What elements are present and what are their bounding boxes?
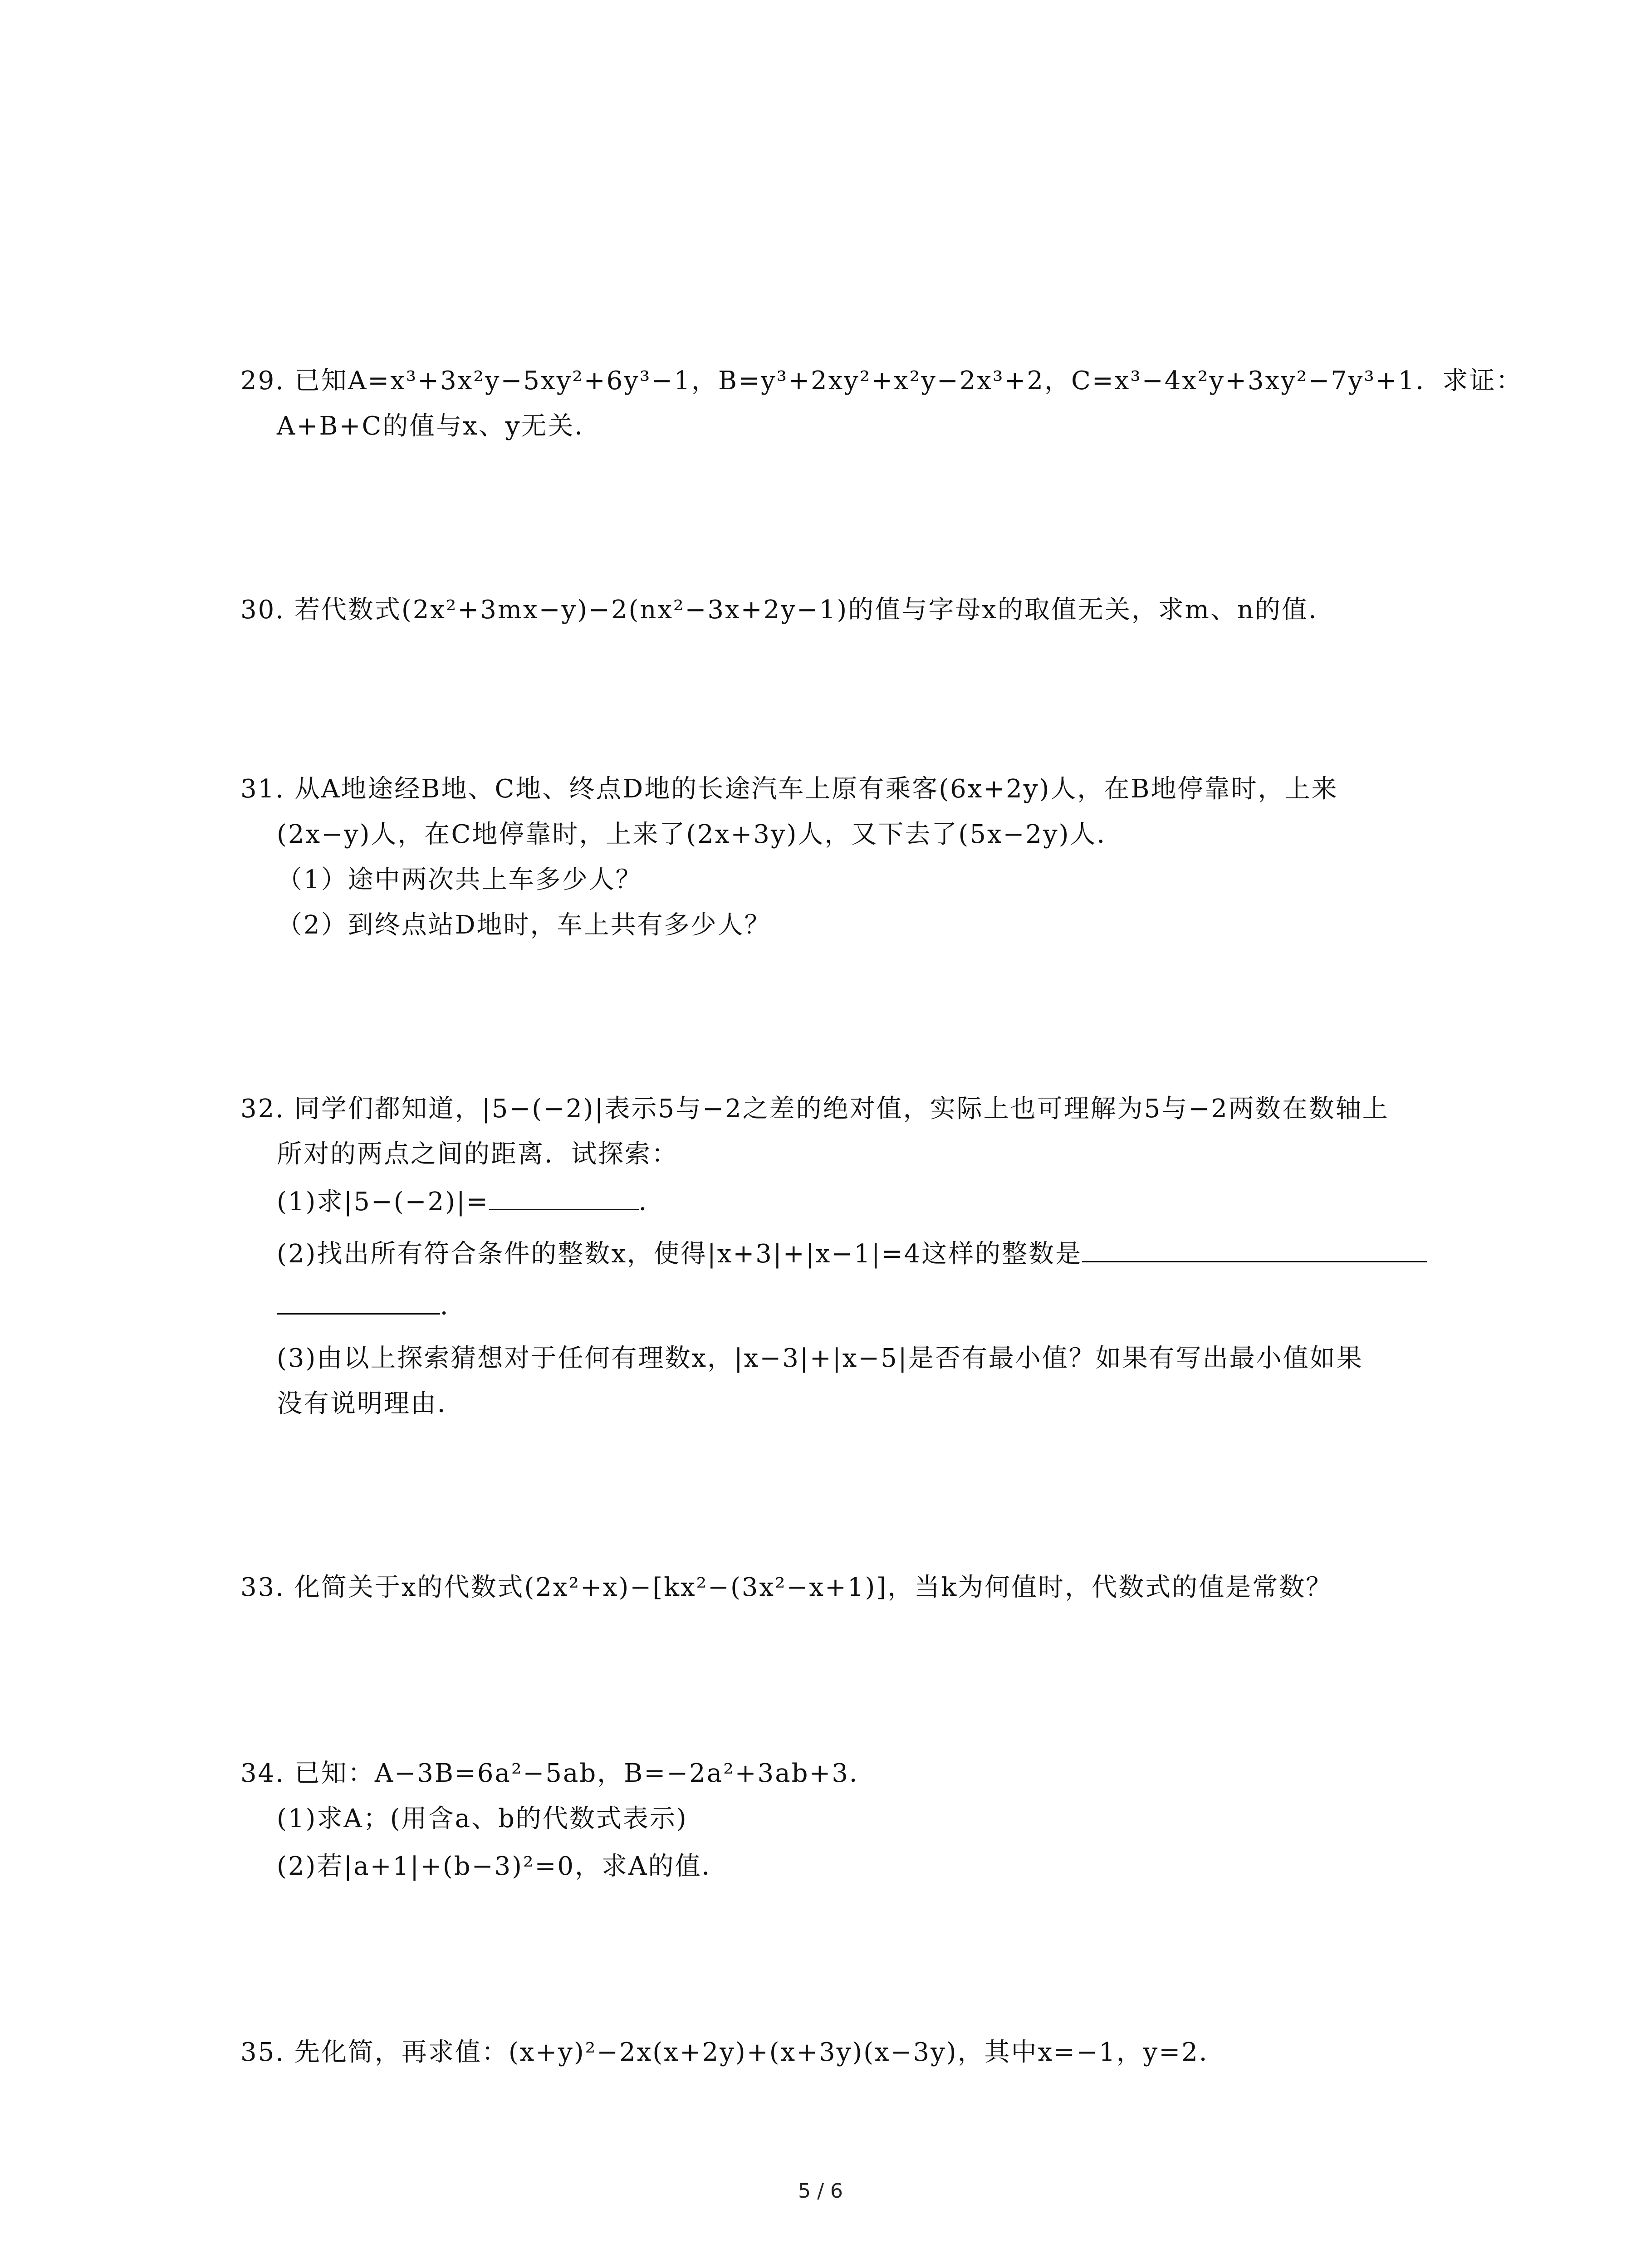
question-35-line-1: 35. 先化简，再求值：(x+y)²−2x(x+2y)+(x+3y)(x−3y)，其中x=−1，y=2． xyxy=(240,2038,1226,2067)
question-34-sub-1: (1)求A；(用含a、b的代数式表示) xyxy=(277,1804,688,1833)
question-32-sub-1-text: (1)求|5−(−2)|= xyxy=(277,1187,489,1217)
page-number: 5 / 6 xyxy=(798,2180,843,2203)
question-32-sub-2 xyxy=(277,1238,1427,1270)
question-31-sub-1: （1）途中两次共上车多少人？ xyxy=(277,865,642,894)
question-29-line-1: 29. 已知A=x³+3x²y−5xy²+6y³−1，B=y³+2xy²+x²y−2x³+2，C=x³−4x²y+3xy²−7y³+1．求证： xyxy=(240,366,1523,396)
question-31-line-2: (2x−y)人，在C地停靠时，上来了(2x+3y)人，又下去了(5x−2y)人． xyxy=(277,820,1124,849)
question-31-line-1: 31. 从A地途经B地、C地、终点D地的长途汽车上原有乘客(6x+2y)人，在B地停靠时，上来 xyxy=(240,774,1338,804)
answer-blank-2-continued[interactable] xyxy=(277,1291,440,1315)
question-30-line-1: 30. 若代数式(2x²+3mx−y)−2(nx²−3x+2y−1)的值与字母x的取值无关，求m、n的值． xyxy=(240,595,1335,625)
answer-blank-2[interactable] xyxy=(1082,1239,1427,1262)
question-32-line-2: 所对的两点之间的距离．试探索： xyxy=(277,1139,678,1169)
question-32-sub-1-end: ． xyxy=(638,1187,666,1217)
question-32-sub-3-line-2: 没有说明理由． xyxy=(277,1389,464,1418)
question-34-line-1: 34. 已知：A−3B=6a²−5ab，B=−2a²+3ab+3． xyxy=(240,1759,876,1788)
question-32-sub-1 xyxy=(277,1186,666,1218)
question-32-sub-2-text: (2)找出所有符合条件的整数x，使得|x+3|+|x−1|=4这样的整数是 xyxy=(277,1239,1083,1269)
question-29-line-2: A+B+C的值与x、y无关． xyxy=(277,411,602,441)
question-34-sub-2: (2)若|a+1|+(b−3)²=0，求A的值． xyxy=(277,1852,729,1881)
question-32-sub-2-continuation xyxy=(277,1290,467,1322)
question-32-sub-3-line-1: (3)由以上探索猜想对于任何有理数x，|x−3|+|x−5|是否有最小值？如果有写出最小值如果 xyxy=(277,1344,1363,1373)
question-31-sub-2: （2）到终点站D地时，车上共有多少人？ xyxy=(277,910,771,940)
answer-blank-1[interactable] xyxy=(489,1187,639,1210)
question-32-line-1: 32. 同学们都知道，|5−(−2)|表示5与−2之差的绝对值，实际上也可理解为5与−2两数在数轴上 xyxy=(240,1094,1389,1124)
question-33-line-1: 33. 化简关于x的代数式(2x²+x)−[kx²−(3x²−x+1)]，当k为何值时，代数式的值是常数？ xyxy=(240,1573,1333,1602)
question-32-sub-2-end: ． xyxy=(440,1291,467,1321)
